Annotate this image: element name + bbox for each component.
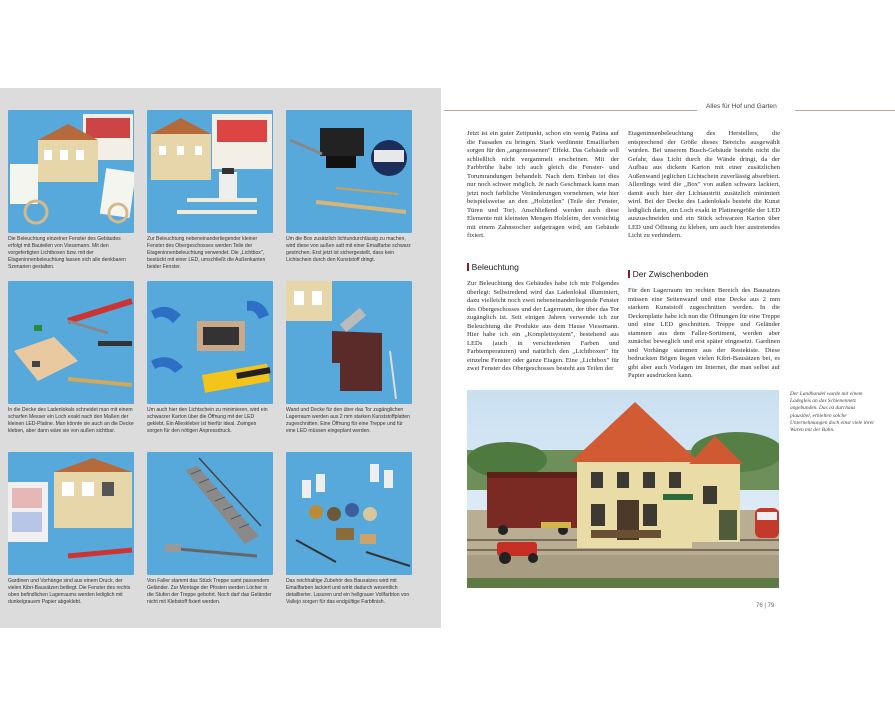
paragraph-beleuchtung: Zur Beleuchtung des Gebäudes habe ich mir Folgendes überlegt: Selbstredend wird das Ladenlokal illuminiert, dazu vielleicht noch zwei nebeneinanderliegende Fenster des Obergeschosses und der Lagerraum, der über das Tor zugänglich ist. Seit einigen Jahren verwende ich zur Beleuchtung die Produkte aus dem Hause Viessmann. Hier habe ich ein „Komplettsystem", bestehend aus LEDs (auch in verschiedenen Farben und Farbtemperaturen) und natürlich den „Lichtboxen" für einzelne Fenster oder ganze Etagen. Eine „Lichtbox" für zwei Fenster des Obergeschosses besteht aus Teilen der <box>467 280 619 372</box>
text-column-1-bottom <box>467 280 619 374</box>
heading-beleuchtung-text: Beleuchtung <box>471 262 519 272</box>
photo-painted-accessories <box>286 452 412 575</box>
caption-9: Das reichhaltige Zubehör des Bausatzes wird mit Emailfarben lackiert und wirkt dadurch wesentlich detaillierter. Lasuren und ein hellgrauer Vollfarbton von Vallejo sorgen für das endgültige Farbfinish. <box>286 578 410 605</box>
caption-6: Wand und Decke für den über das Tor zugänglichen Lagerraum werden aus 2 mm starken Kunststoffplatten zugeschnitten. Eine Öffnung für eine Treppe und für eine LED müssen eingeplant werden. <box>286 407 410 434</box>
page-numbers: 76 | 79 <box>756 603 775 609</box>
photo-side-caption: Der Landhandel wurde mit einem Ladegleis an das Schienennetz angebunden. Das ist durchaus plausibel, erhielten solche Unternehmungen doch einst viele ihrer Waren mit der Bahn. <box>790 391 875 434</box>
photo-black-painted-box <box>286 110 412 233</box>
caption-7: Gardinen und Vorhänge sind aus einem Druck, der vielen Kibri-Bausätzen beiliegt. Die Fenster des rechts oben befindlichen Lagerraums werden lediglich mit dunkelgrauem Papier abgeklebt. <box>8 578 131 605</box>
caption-4: In die Decke des Ladenlokals schneidet man mit einem scharfen Messer ein Loch exakt nach den Maßen der kleinen LED-Platine. Man könnte sie auch an die Decke kleben, aber dann wäre sie von außen sichtbar. <box>8 407 134 434</box>
heading-bar <box>467 263 469 271</box>
header-rule-left <box>444 110 697 111</box>
paragraph-patina: Jetzt ist ein guter Zeitpunkt, schon ein wenig Patina auf die Fassaden zu bringen. Stark verdünnte Emailfarben sorgen für den „angemessenen" Effekt. Das Gebäude soll schließlich nicht vergammelt erscheinen. Mit der Farbbrühe habe ich auch gleich die Fenster- und Torumrandungen behandelt. Nach dem Einbau ist dies nur noch schwer möglich. Je nach Geschmack kann man jetzt noch farbliche Veränderungen vornehmen, wie hier beispielsweise an den „Holzteilen" (Teile der Fenster, Türen und Tor). Anschließend werden auch diese Elemente mit kleinsten Mengen Holzleim, der vorsichtig mit einem Zahnstocher aufgetragen wird, am Gebäude fixiert. <box>467 130 619 239</box>
photo-lightbox-parts <box>8 110 134 233</box>
heading-zwischenboden-text: Der Zwischenboden <box>632 269 709 279</box>
photo-upper-floor-lighting <box>147 110 273 233</box>
text-column-1-top <box>467 130 619 241</box>
photo-ceiling-cutout <box>8 281 134 404</box>
caption-8: Von Faller stammt das Stück Treppe samt passendem Geländer. Zur Montage der Pfosten werden Löcher in die Stufen der Treppe gebohrt. Noch darf das Geländer nicht mit Klebstoff fixiert werden. <box>147 578 272 605</box>
header-rule-right <box>795 110 895 111</box>
running-head: Alles für Hof und Garten <box>706 103 777 110</box>
caption-5: Um auch hier den Lichtschein zu minimieren, wird ein schwarzer Karton über die Öffnung mit der LED geklebt. Ein Alleskleber ist hierfür ideal. Zwingen sorgen für den nötigen Anpressdruck. <box>147 407 268 434</box>
caption-1: Die Beleuchtung einzelner Fenster des Gebäudes erfolgt mit Bauteilen von Viessmann. Mit den vorgefertigten Lichtboxen bzw. mit der Etageninnenbeleuchtung lassen sich alle denkbaren Szenarien gestalten. <box>8 236 126 270</box>
text-column-2-bottom <box>628 287 780 381</box>
caption-3: Um die Box zusätzlich lichtundurchlässig zu machen, wird diese von außen satt mit einer Emailfarbe schwarz gestrichen. Erst jetzt ist sichergestellt, dass kein Lichtschein durch den Kunststoff dringt. <box>286 236 411 263</box>
photo-curtains-print <box>8 452 134 575</box>
heading-bar <box>628 270 630 278</box>
text-column-2-top <box>628 130 780 241</box>
heading-zwischenboden <box>628 269 708 279</box>
caption-2: Zur Beleuchtung nebeneinanderliegender kleiner Fenster des Obergeschosses werden Teile der Etageninnenbeleuchtung verwendet. Die „Lichtbox", bestückt mit einer LED, umschließt die Außenkanten beider Fenster. <box>147 236 266 270</box>
photo-black-cardboard-clamps <box>147 281 273 404</box>
paragraph-etageninnenbeleuchtung: Etageninnenbeleuchtung des Herstellers, die entsprechend der Größe dieses Bereichs ausgewählt wurden. Bei unserem Busch-Gebäude besteht nicht die Gefahr, dass Licht durch die Wände dringt, da der Aufbau aus dickem Karton mit einer zusätzlichen Außenwand jeglichen Lichtschein zuverlässig absorbiert. Allerdings wird die „Box" von außen schwarz lackiert, damit auch hier der Lichtaustritt zusätzlich minimiert wird. Bei der Decke des Ladenlokals besteht die Kunst lediglich darin, ein Loch exakt in Platinengröße der LED auszuschneiden und ein Stück schwarzen Karton über LED und Öffnung zu kleben, um auch hier austretendes Licht zu verhindern. <box>628 130 780 239</box>
heading-beleuchtung <box>467 262 519 272</box>
paragraph-zwischenboden: Für den Lagerraum im rechten Bereich des Bausatzes müssen eine Seitenwand und eine Decke aus 2 mm starkem Kunststoff zugeschnitten werden. In die Deckenplatte habe ich nun die Öffnungen für eine Treppe und eine LED geschnitten. Treppe und Geländer stammen aus dem Faller-Sortiment, werden aber zunächst beweglich und erst später eingesetzt. Gardinen und Vorhänge stammen aus der Restekiste. Diese bedruckten Bögen liegen vielen Kibri-Bausätzen bei, es gibt aber auch Vorlagen im Internet, die man selbst auf Papier ausdrucken kann. <box>628 287 780 379</box>
photo-storage-wall-ceiling <box>286 281 412 404</box>
photo-faller-staircase <box>147 452 273 575</box>
photo-landhandel-diorama <box>467 390 779 588</box>
